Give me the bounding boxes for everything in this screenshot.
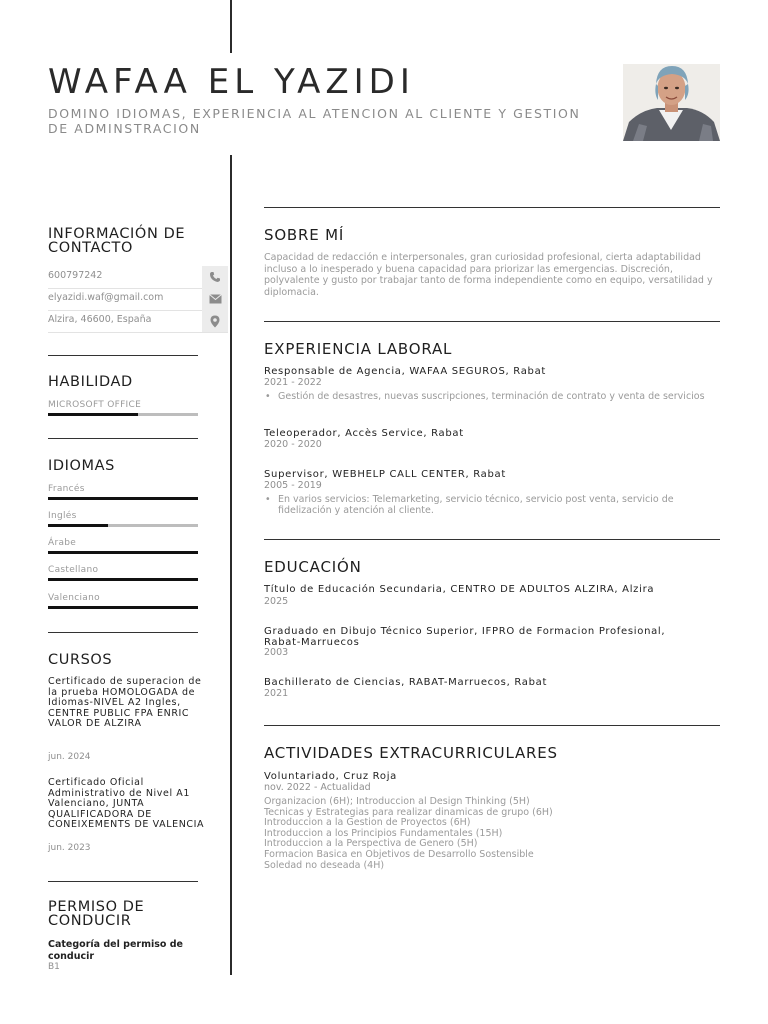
column-divider-line: [230, 155, 232, 975]
contact-address-row: [48, 310, 228, 333]
experience-title: Responsable de Agencia, WAFAA SEGUROS, Rabat: [264, 366, 547, 377]
language-label: Inglés: [48, 511, 77, 521]
experience-description: • Gestión de desastres, nuevas suscripciones, terminación de contrato y venta de servicios: [278, 391, 708, 402]
experience-title: Teleoperador, Accès Service, Rabat: [264, 428, 464, 439]
experience-description: • En varios servicios: Telemarketing, servicio técnico, servicio post venta, servicio de fidelización y atención al cliente.: [278, 494, 708, 516]
language-level-fill: [48, 551, 198, 554]
left-divider: [48, 881, 198, 882]
activity-line: Introduccion a la Perspectiva de Genero (5H): [264, 838, 478, 850]
right-divider: [264, 207, 720, 208]
language-level-bar: [48, 551, 198, 554]
education-date: 2025: [264, 596, 289, 607]
experience-section-title: EXPERIENCIA LABORAL: [264, 340, 453, 358]
language-level-fill: [48, 606, 198, 609]
activity-line: Soledad no deseada (4H): [264, 859, 385, 871]
phone-icon: [202, 266, 228, 288]
right-divider: [264, 725, 720, 726]
education-title: Título de Educación Secundaria, CENTRO DE ADULTOS ALZIRA, Alzira: [264, 584, 655, 595]
activity-date: nov. 2022 - Actualidad: [264, 782, 371, 793]
activity-line: Organizacion (6H); Introduccion al Design Thinking (5H): [264, 796, 530, 807]
profile-photo-image: [623, 64, 720, 141]
top-divider-line: [230, 0, 232, 53]
languages-section-title: IDIOMAS: [48, 458, 115, 474]
left-divider: [48, 355, 198, 356]
contact-address: Alzira, 46600, España: [48, 314, 152, 325]
skills-section-title: HABILIDAD: [48, 374, 133, 390]
courses-section-title: CURSOS: [48, 652, 113, 668]
education-date: 2003: [264, 647, 289, 658]
language-level-fill: [48, 578, 198, 581]
skill-label: MICROSOFT OFFICE: [48, 400, 142, 410]
profile-subtitle: DOMINO IDIOMAS, EXPERIENCIA AL ATENCION AL CLIENTE Y GESTION DE ADMINSTRACION: [48, 106, 581, 136]
contact-email[interactable]: elyazidi.waf@gmail.com: [48, 292, 164, 303]
education-title: Bachillerato de Ciencias, RABAT-Marruecos, Rabat: [264, 677, 548, 688]
course-date: jun. 2024: [48, 752, 91, 762]
language-label: Castellano: [48, 565, 99, 575]
course-title: Certificado de superacion de la prueba HOMOLOGADA de Idiomas-NIVEL A2 Ingles, CENTRE PUBLIC FPA ENRIC VALOR DE ALZIRA: [48, 676, 202, 729]
license-section-title: PERMISO DE CONDUCIR: [48, 899, 145, 929]
map-pin-icon: [202, 310, 228, 332]
course-title: Certificado Oficial Administrativo de Nivel A1 Valenciano, JUNTA QUALIFICADORA DE CONEIXEMENTS DE VALENCIA: [48, 777, 205, 830]
left-divider: [48, 632, 198, 633]
activities-section-title: ACTIVIDADES EXTRACURRICULARES: [264, 744, 558, 762]
contact-phone: 600797242: [48, 270, 103, 281]
language-level-fill: [48, 497, 198, 500]
experience-date: 2021 - 2022: [264, 377, 322, 388]
profile-photo: [623, 64, 720, 141]
skill-level-fill: [48, 413, 138, 416]
language-level-bar: [48, 606, 198, 609]
experience-date: 2005 - 2019: [264, 480, 322, 491]
contact-section-title: INFORMACIÓN DE CONTACTO: [48, 226, 186, 256]
envelope-icon: [202, 288, 228, 310]
education-date: 2021: [264, 688, 289, 699]
course-date: jun. 2023: [48, 843, 91, 853]
language-level-bar: [48, 497, 198, 500]
activity-line: Formacion Basica en Objetivos de Desarrollo Sostensible: [264, 848, 534, 860]
experience-title: Supervisor, WEBHELP CALL CENTER, Rabat: [264, 469, 506, 480]
experience-date: 2020 - 2020: [264, 439, 322, 450]
language-label: Francés: [48, 484, 85, 494]
education-section-title: EDUCACIÓN: [264, 558, 362, 576]
activity-list: [264, 797, 720, 871]
right-divider: [264, 321, 720, 322]
language-level-fill: [48, 524, 108, 527]
right-divider: [264, 539, 720, 540]
about-text: Capacidad de redacción e interpersonales, gran curiosidad profesional, cierta adaptabilidad incluso a lo inesperado y buena capacidad para priorizar las emergencias. Discreción, polyvalente y gusto por trabajar tanto de forma independiente como en equipo, versatilidad y diplomacia.: [264, 252, 713, 298]
language-level-bar: [48, 578, 198, 581]
language-label: Valenciano: [48, 593, 100, 603]
license-category-label: Categoría del permiso de conducir: [48, 939, 183, 962]
activity-line: Tecnicas y Estrategias para realizar dinamicas de grupo (6H): [264, 806, 553, 818]
education-title: Graduado en Dibujo Técnico Superior, IFPRO de Formacion Profesional, Rabat-Marruecos: [264, 626, 666, 648]
person-name: WAFAA EL YAZIDI: [48, 62, 415, 102]
license-category-value: B1: [48, 962, 60, 972]
left-divider: [48, 438, 198, 439]
activity-line: Introduccion a la Gestion de Proyectos (6H): [264, 817, 471, 829]
contact-phone-row: [48, 266, 228, 289]
skill-level-bar: [48, 413, 198, 416]
language-label: Árabe: [48, 538, 77, 548]
activity-title: Voluntariado, Cruz Roja: [264, 771, 398, 782]
language-level-bar: [48, 524, 198, 527]
activity-line: Introduccion a los Principios Fundamentales (15H): [264, 827, 503, 839]
about-section-title: SOBRE MÍ: [264, 226, 345, 244]
contact-email-row: [48, 288, 228, 311]
